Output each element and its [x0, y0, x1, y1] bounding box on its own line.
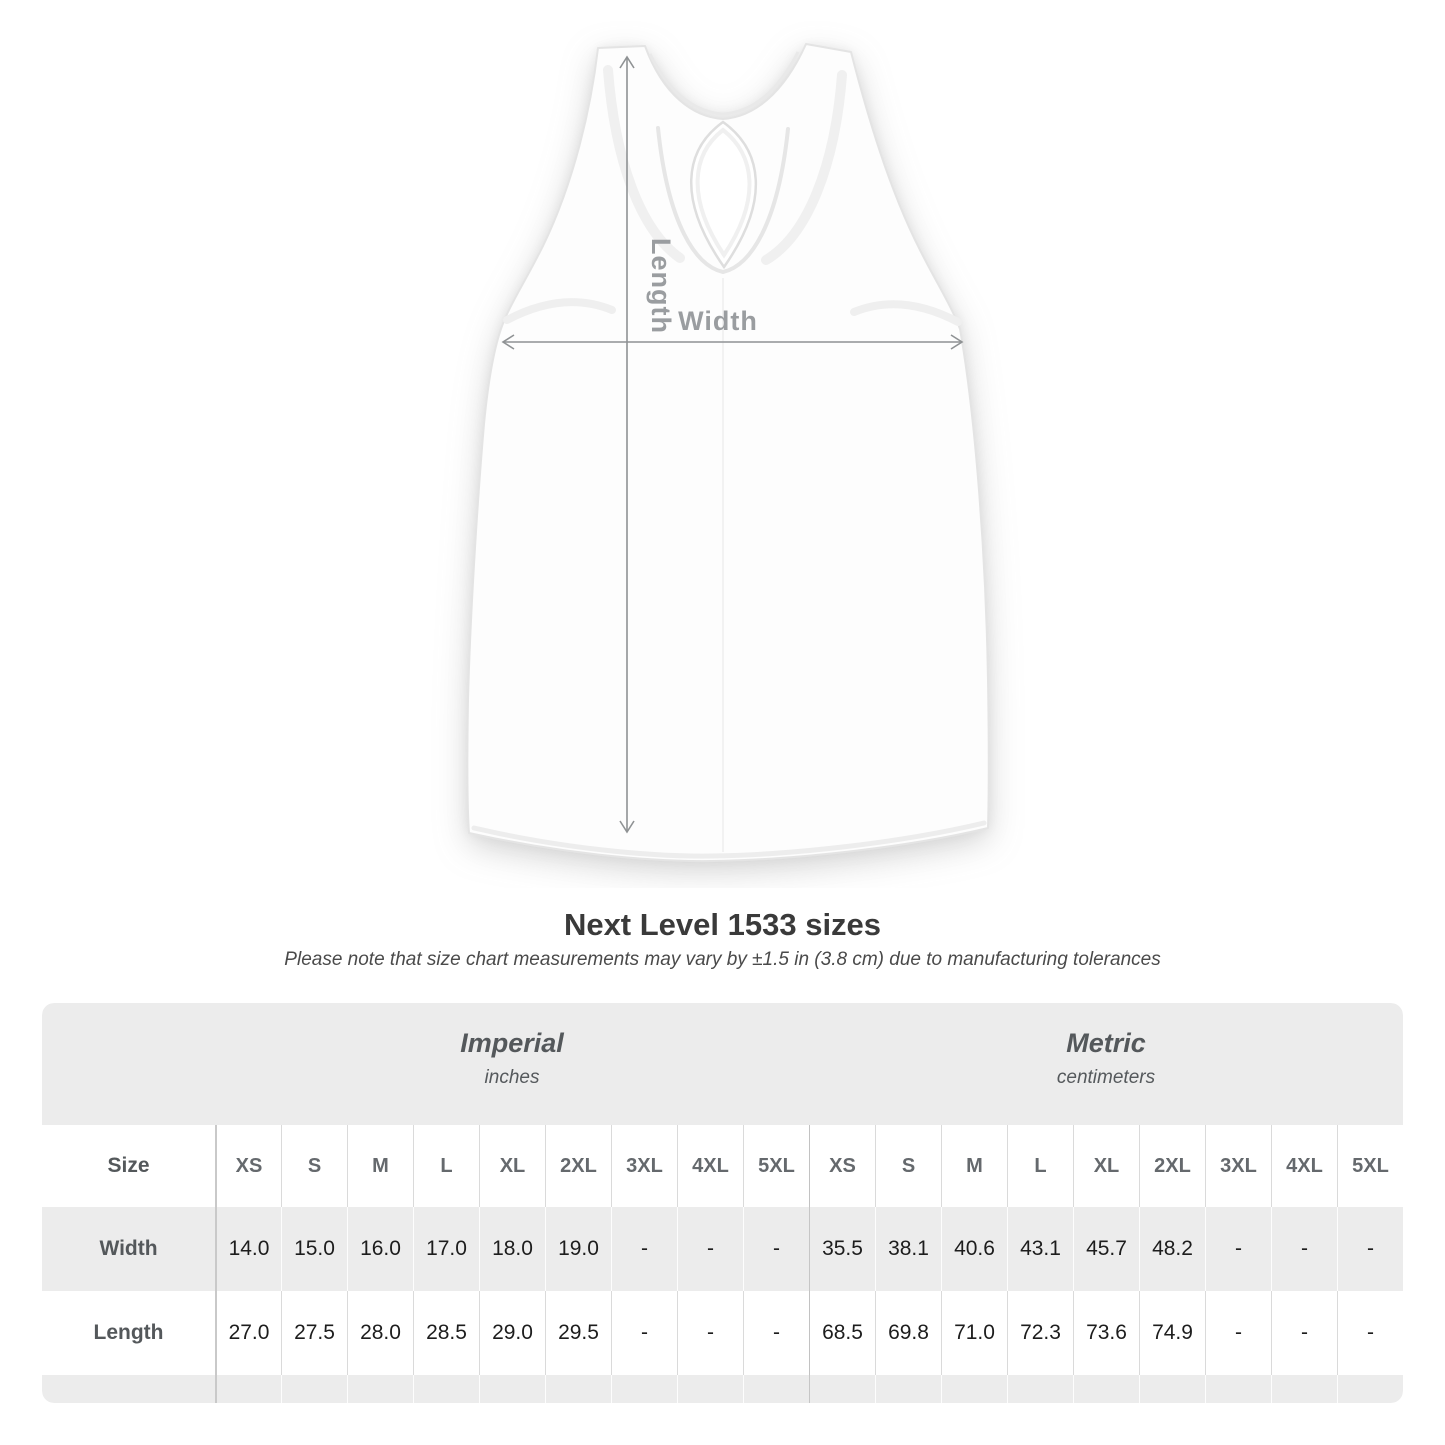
metric-section-header — [809, 1003, 1403, 1125]
measurement-cell: 17.0 — [413, 1207, 479, 1291]
measurement-cell: 71.0 — [941, 1291, 1007, 1375]
bottom-strip-cell — [1073, 1375, 1139, 1403]
metric-header-label: Metric — [1066, 1028, 1146, 1058]
measurement-cell: - — [677, 1291, 743, 1375]
size-header-row — [42, 1125, 1403, 1207]
size-header-cell: 5XL — [1337, 1125, 1403, 1207]
measurement-cell: 19.0 — [545, 1207, 611, 1291]
measurement-cell: 69.8 — [875, 1291, 941, 1375]
unit-header-band — [42, 1003, 1403, 1125]
length-label: Length — [646, 238, 676, 334]
width-row — [42, 1207, 1403, 1291]
bottom-strip-cell — [1337, 1375, 1403, 1403]
bottom-strip-cell — [1007, 1375, 1073, 1403]
size-header-cell: L — [1007, 1125, 1073, 1207]
measurement-cell: 45.7 — [1073, 1207, 1139, 1291]
tolerance-note: Please note that size chart measurements may vary by ±1.5 in (3.8 cm) due to manufacturing tolerances — [284, 949, 1161, 970]
imperial-header-label: Imperial — [460, 1028, 564, 1058]
size-header-cell: XL — [479, 1125, 545, 1207]
measurement-cell: - — [1337, 1207, 1403, 1291]
measurement-cell: - — [611, 1207, 677, 1291]
measurement-cell: 74.9 — [1139, 1291, 1205, 1375]
size-header-cell: 2XL — [1139, 1125, 1205, 1207]
measurement-cell: 27.0 — [215, 1291, 281, 1375]
bottom-strip-cell — [215, 1375, 281, 1403]
measurement-cell: 48.2 — [1139, 1207, 1205, 1291]
size-header-cell: S — [875, 1125, 941, 1207]
bottom-strip-cell — [1205, 1375, 1271, 1403]
bottom-strip-cell — [413, 1375, 479, 1403]
size-header-cell: XS — [809, 1125, 875, 1207]
measurement-cell: - — [743, 1207, 809, 1291]
imperial-section-header — [215, 1003, 809, 1125]
measurement-cell: 15.0 — [281, 1207, 347, 1291]
bottom-strip-cell — [347, 1375, 413, 1403]
bottom-strip-cell — [875, 1375, 941, 1403]
measurement-cell: 28.5 — [413, 1291, 479, 1375]
measurement-cell: 29.5 — [545, 1291, 611, 1375]
width-row-label: Width — [99, 1237, 158, 1260]
measurement-cell: 27.5 — [281, 1291, 347, 1375]
width-label: Width — [678, 306, 758, 336]
bottom-strip-cell — [42, 1375, 215, 1403]
measurement-cell: - — [1205, 1207, 1271, 1291]
size-column-label: Size — [107, 1154, 150, 1177]
size-header-cell: M — [941, 1125, 1007, 1207]
bottom-strip-cell — [1139, 1375, 1205, 1403]
measurement-cell: - — [1271, 1291, 1337, 1375]
table-bottom-strip — [42, 1375, 1403, 1403]
size-header-cell: 5XL — [743, 1125, 809, 1207]
measurement-cell: - — [1271, 1207, 1337, 1291]
size-header-cell: 2XL — [545, 1125, 611, 1207]
size-header-cell: 3XL — [1205, 1125, 1271, 1207]
measurement-cell: 73.6 — [1073, 1291, 1139, 1375]
bottom-strip-cell — [743, 1375, 809, 1403]
measurement-cell: - — [1205, 1291, 1271, 1375]
measurement-cell: 38.1 — [875, 1207, 941, 1291]
measurement-cell: - — [677, 1207, 743, 1291]
bottom-strip-cell — [611, 1375, 677, 1403]
size-table — [42, 1003, 1403, 1403]
size-header-cell: 3XL — [611, 1125, 677, 1207]
measurement-cell: - — [743, 1291, 809, 1375]
bottom-strip-cell — [1271, 1375, 1337, 1403]
measurement-cell: 18.0 — [479, 1207, 545, 1291]
bottom-strip-cell — [545, 1375, 611, 1403]
measurement-cell: 29.0 — [479, 1291, 545, 1375]
page-title: Next Level 1533 sizes — [563, 907, 882, 942]
measurement-cell: 16.0 — [347, 1207, 413, 1291]
measurement-cell: 14.0 — [215, 1207, 281, 1291]
length-row-label: Length — [93, 1321, 164, 1344]
size-header-cell: S — [281, 1125, 347, 1207]
bottom-strip-cell — [677, 1375, 743, 1403]
measurement-cell: 68.5 — [809, 1291, 875, 1375]
size-header-cell: 4XL — [1271, 1125, 1337, 1207]
size-header-cell: 4XL — [677, 1125, 743, 1207]
bottom-strip-cell — [281, 1375, 347, 1403]
bottom-strip-cell — [479, 1375, 545, 1403]
length-row — [42, 1291, 1403, 1375]
measurement-cell: 35.5 — [809, 1207, 875, 1291]
measurement-cell: - — [611, 1291, 677, 1375]
size-header-cell: XS — [215, 1125, 281, 1207]
bottom-strip-cell — [941, 1375, 1007, 1403]
size-header-cell: M — [347, 1125, 413, 1207]
measurement-cell: 40.6 — [941, 1207, 1007, 1291]
size-header-cell: XL — [1073, 1125, 1139, 1207]
metric-unit-label: centimeters — [1056, 1067, 1156, 1088]
measurement-cell: 43.1 — [1007, 1207, 1073, 1291]
measurement-cell: - — [1337, 1291, 1403, 1375]
imperial-unit-label: inches — [484, 1067, 540, 1088]
size-header-cell: L — [413, 1125, 479, 1207]
measurement-cell: 28.0 — [347, 1291, 413, 1375]
measurement-cell: 72.3 — [1007, 1291, 1073, 1375]
bottom-strip-cell — [809, 1375, 875, 1403]
